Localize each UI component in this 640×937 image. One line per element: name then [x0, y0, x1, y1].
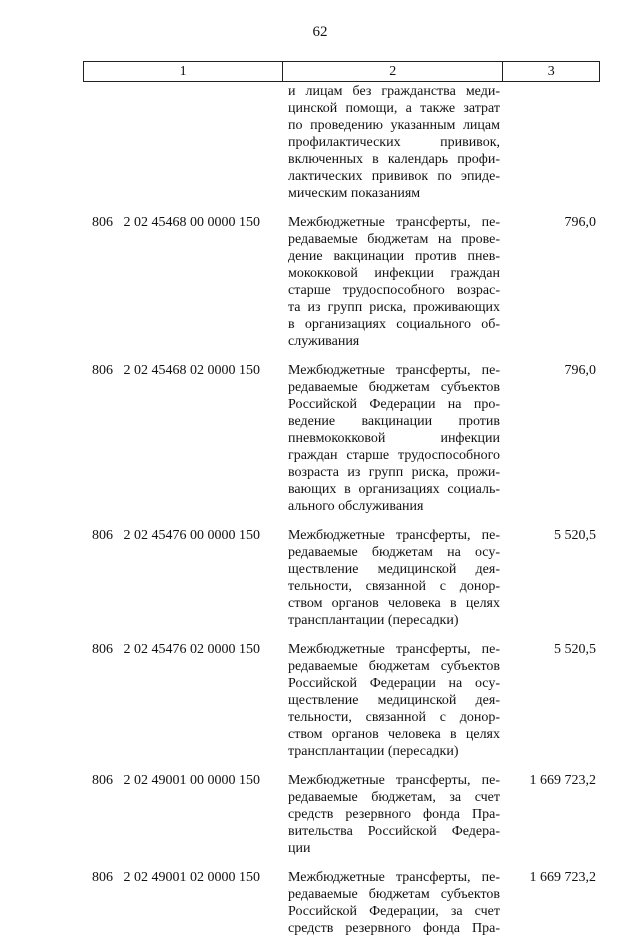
- description-line: Межбюджетные трансферты, пе-: [288, 363, 500, 378]
- description-line: в организациях социального об-: [288, 317, 500, 332]
- description-line: редаваемые бюджетам субъектов: [288, 659, 500, 674]
- description-line: ществление медицинской дея-: [288, 693, 500, 708]
- header-col-3: 3: [502, 62, 599, 81]
- description-line: Межбюджетные трансферты, пе-: [288, 528, 500, 543]
- description-line: ством органов человека в целях: [288, 727, 500, 742]
- description-line: ведение вакцинации против: [288, 414, 500, 429]
- row-code: 806 2 02 45476 00 0000 150: [92, 528, 260, 543]
- row-description: [288, 869, 500, 937]
- row-code: 806 2 02 49001 00 0000 150: [92, 773, 260, 788]
- description-line: профилактических прививок,: [288, 135, 500, 150]
- table-header: [83, 61, 600, 82]
- description-line: редаваемые бюджетам, за счет: [288, 790, 500, 805]
- description-line: трансплантации (пересадки): [288, 613, 459, 628]
- description-line: Российской Федерации на осу-: [288, 676, 500, 691]
- description-line: ществление медицинской дея-: [288, 562, 500, 577]
- row-amount: 1 669 723,2: [529, 773, 596, 788]
- description-line: Межбюджетные трансферты, пе-: [288, 870, 500, 885]
- table-body: [0, 83, 640, 937]
- description-line: Межбюджетные трансферты, пе-: [288, 215, 500, 230]
- description-line: редаваемые бюджетам субъектов: [288, 380, 500, 395]
- row-amount: 1 669 723,2: [529, 870, 596, 885]
- table-row: [0, 214, 640, 350]
- description-line: по проведению указанным лицам: [288, 118, 500, 133]
- description-line: включенных в календарь профи-: [288, 152, 500, 167]
- table-row: [0, 869, 640, 937]
- page-number: 62: [312, 24, 328, 40]
- row-amount: 5 520,5: [554, 642, 596, 657]
- description-line: мическим показаниям: [288, 186, 421, 201]
- description-line: цинской помощи, а также затрат: [288, 101, 500, 116]
- row-description: [288, 214, 500, 350]
- description-line: дение вакцинации против пнев-: [288, 249, 500, 264]
- row-code: 806 2 02 45476 02 0000 150: [92, 642, 260, 657]
- description-line: ального обслуживания: [288, 499, 424, 514]
- description-line: тельности, связанной с донор-: [288, 710, 500, 725]
- description-line: редаваемые бюджетам на осу-: [288, 545, 500, 560]
- description-line: вающих в организациях социаль-: [288, 482, 500, 497]
- description-line: редаваемые бюджетам субъектов: [288, 887, 500, 902]
- description-line: лактических прививок по эпиде-: [288, 169, 500, 184]
- table-row: [0, 641, 640, 760]
- description-line: старше трудоспособного возрас-: [288, 283, 500, 298]
- description-line: Российской Федерации на про-: [288, 397, 500, 412]
- header-col-2: 2: [282, 62, 502, 81]
- row-description: [288, 641, 500, 760]
- description-line: средств резервного фонда Пра-: [288, 807, 500, 822]
- description-line: пневмококковой инфекции: [288, 431, 500, 446]
- description-line: Межбюджетные трансферты, пе-: [288, 642, 500, 657]
- row-code: 806 2 02 49001 02 0000 150: [92, 870, 260, 885]
- description-line: средств резервного фонда Пра-: [288, 921, 500, 936]
- description-line: трансплантации (пересадки): [288, 744, 459, 759]
- description-line: служивания: [288, 334, 360, 349]
- row-amount: 796,0: [564, 363, 596, 378]
- description-line: вительства Российской Федера-: [288, 824, 500, 839]
- row-description: [288, 83, 500, 202]
- description-line: тельности, связанной с донор-: [288, 579, 500, 594]
- continuation-row: [0, 83, 640, 202]
- header-col-1: 1: [179, 63, 187, 79]
- description-line: возраста из групп риска, прожи-: [288, 465, 500, 480]
- table-row: [0, 527, 640, 629]
- row-code: 806 2 02 45468 00 0000 150: [92, 215, 260, 230]
- description-line: редаваемые бюджетам на прове-: [288, 232, 500, 247]
- description-line: и лицам без гражданства меди-: [288, 84, 500, 99]
- row-amount: 796,0: [564, 215, 596, 230]
- table-row: [0, 362, 640, 515]
- row-code: 806 2 02 45468 02 0000 150: [92, 363, 260, 378]
- description-line: ством органов человека в целях: [288, 596, 500, 611]
- table-row: [0, 772, 640, 857]
- description-line: граждан старше трудоспособного: [288, 448, 500, 463]
- row-description: [288, 772, 500, 857]
- row-description: [288, 527, 500, 629]
- description-line: Российской Федерации, за счет: [288, 904, 500, 919]
- description-line: ции: [288, 841, 311, 856]
- description-line: мококковой инфекции граждан: [288, 266, 500, 281]
- description-line: та из групп риска, проживающих: [288, 300, 500, 315]
- description-line: Межбюджетные трансферты, пе-: [288, 773, 500, 788]
- row-amount: 5 520,5: [554, 528, 596, 543]
- row-description: [288, 362, 500, 515]
